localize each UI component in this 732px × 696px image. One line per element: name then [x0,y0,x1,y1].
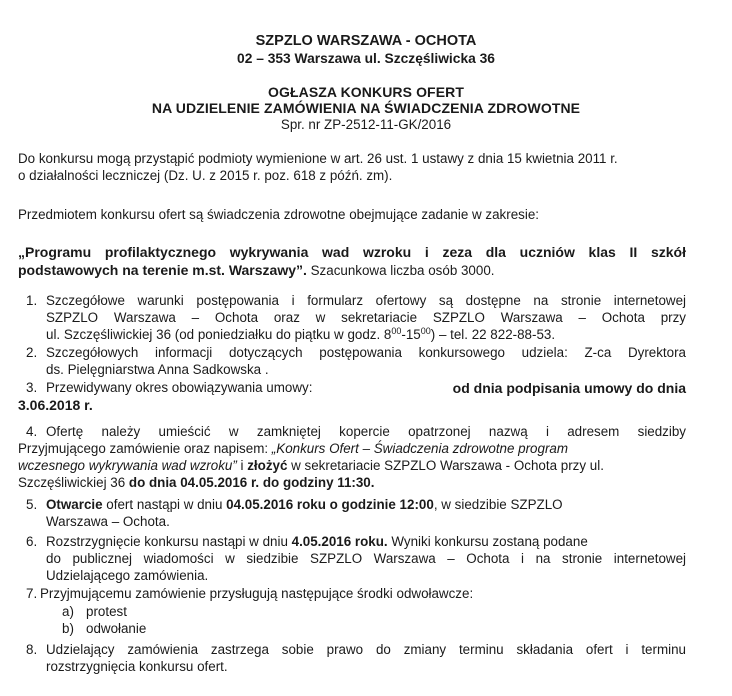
item-5-datetime: 04.05.2016 roku o godzinie 12:00 [226,497,434,512]
item-7-option-a-label: a) [62,604,74,619]
program-title-line-2 [18,262,495,280]
item-8-number: 8. [26,642,38,657]
item-5-place: , w siedzibie SZPZLO [433,497,563,512]
item-5-line-2: Warszawa – Ochota. [46,514,170,529]
item-2-line-2: ds. Pielęgniarstwa Anna Sadkowska . [46,362,269,377]
item-1-hours-text: ul. Szczęśliwickiej 36 (od poniedziałku do piątku w godz. 8 [46,327,392,342]
item-4-submit-place: w sekretariacie SZPZLO Warszawa - Ochota przy ul. [287,458,604,473]
item-6-text: Rozstrzygnięcie konkursu nastąpi w dniu [46,534,292,549]
item-3-period: od dnia podpisania umowy do dnia [452,380,686,396]
item-4-envelope-text: „Konkurs Ofert – Świadczenia zdrowotne program [271,441,569,456]
program-title-line-1: „Programu profilaktycznego wykrywania wad wzroku i zeza dla uczniów klas II szkół [18,244,686,260]
item-5-number: 5. [26,497,38,512]
item-4-line-3 [18,458,604,475]
item-4-line-2 [18,441,568,458]
item-4-deadline: do dnia 04.05.2016 r. do godziny 11:30. [128,475,375,490]
item-1-hours-end-sup: 00 [420,326,431,336]
item-3-number: 3. [26,380,38,395]
item-7-option-a: protest [86,604,127,619]
item-3-line-2: 3.06.2018 r. [18,397,93,413]
item-5-text: ofert nastąpi w dniu [102,497,227,512]
subject-line: Przedmiotem konkursu ofert są świadczenia zdrowotne obejmujące zadanie w zakresie: [18,207,539,222]
item-8-line-1: Udzielający zamówienia zastrzega sobie prawo do zmiany terminu składania ofert i terminu [46,642,686,657]
reference-number: Spr. nr ZP-2512-11-GK/2016 [280,117,452,132]
item-6-number: 6. [26,534,38,549]
item-3-line-1 [46,380,686,397]
item-4-and: i [236,458,248,473]
program-title-end: podstawowych na terenie m.st. Warszawy”. [18,262,307,278]
org-name: SZPZLO WARSZAWA - OCHOTA [255,33,477,49]
item-2-line-1: Szczegółowych informacji dotyczących postępowania konkursowego udziela: Z-ca Dyrektora [46,345,686,360]
item-1-number: 1. [26,293,38,308]
item-1-hours-start-sup: 00 [391,326,402,336]
item-1-hours-dash: -15 [401,327,421,342]
item-4-line-4 [18,475,374,492]
item-4-line-1: Ofertę należy umieścić w zamkniętej kopercie opatrzonej nazwą i adresem siedziby [46,424,686,439]
item-4-number: 4. [26,424,38,439]
intro-line-1: Do konkursu mogą przystąpić podmioty wymienione w art. 26 ust. 1 ustawy z dnia 15 kwietnia 2011 r. [18,151,618,166]
item-4-street: Szczęśliwickiej 36 [18,475,129,490]
item-5-opening-word: Otwarcie [46,497,103,512]
item-4-envelope-text-end: wczesnego wykrywania wad wzroku” [18,458,237,473]
item-2-number: 2. [26,345,38,360]
org-address: 02 – 353 Warszawa ul. Szczęśliwicka 36 [237,51,495,66]
item-7-option-b-label: b) [62,621,74,636]
item-6-line-2: do publicznej wiadomości w siedzibie SZPZLO Warszawa – Ochota i na stronie internetowej [46,551,686,566]
item-6-line-1 [46,534,588,551]
item-1-line-1: Szczegółowe warunki postępowania i formularz ofertowy są dostępne na stronie internetowej [46,293,686,308]
item-7-number: 7. [26,586,38,601]
item-7-line-1: Przyjmującemu zamówienie przysługują następujące środki odwoławcze: [40,586,474,601]
title-line-2: NA UDZIELENIE ZAMÓWIENIA NA ŚWIADCZENIA ZDROWOTNE [151,100,581,116]
item-6-date: 4.05.2016 roku. [291,534,388,549]
intro-line-2: o działalności leczniczej (Dz. U. z 2015 r. poz. 618 z późń. zm). [18,168,393,183]
item-1-line-2: SZPZLO Warszawa – Ochota oraz w sekretariacie SZPZLO Warszawa – Ochota przy [46,310,686,325]
item-6-line-3: Udzielającego zamówienia. [46,568,209,583]
title-line-1: OGŁASZA KONKURS OFERT [267,84,465,100]
item-3-label: Przewidywany okres obowiązywania umowy: [46,380,313,395]
item-4-label-text: Przyjmującego zamówienie oraz napisem: [18,441,272,456]
item-1-line-3 [46,327,555,344]
item-1-phone: ) – tel. 22 822-88-53. [430,327,556,342]
item-5-line-1 [46,497,563,514]
item-4-submit-word: złożyć [247,458,288,473]
participants-estimate: Szacunkowa liczba osób 3000. [306,263,495,278]
item-8-line-2: rozstrzygnięcia konkursu ofert. [46,659,228,674]
item-7-option-b: odwołanie [86,621,147,636]
item-6-results-text: Wyniki konkursu zostaną podane [387,534,588,549]
